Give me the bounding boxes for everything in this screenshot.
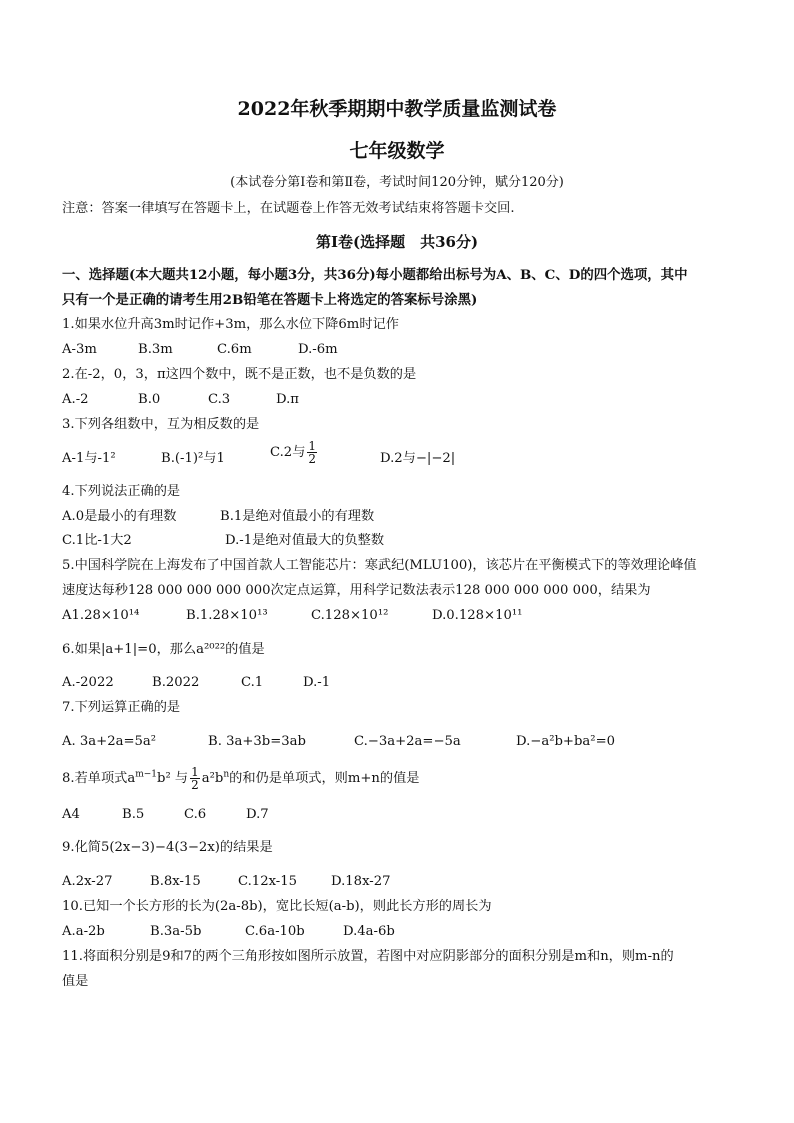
section-title: 第Ⅰ卷(选择题 共36分): [315, 233, 479, 251]
fraction-numerator: 1: [191, 765, 199, 779]
question-8-text-suffix: 的和仍是单项式，则m+n的值是: [229, 771, 420, 786]
exam-title: 2022年秋季期期中教学质量监测试卷: [237, 98, 557, 120]
question-4-text: 4.下列说法正确的是: [62, 484, 181, 499]
question-7-option-b: B. 3a+3b=3ab: [208, 734, 306, 749]
question-8-option-b: B.5: [122, 807, 145, 822]
question-8-text: [62, 766, 419, 791]
exam-subtitle: 七年级数学: [349, 140, 445, 162]
question-10-text: 10.已知一个长方形的长为(2a-8b)，宽比长短(a-b)，则此长方形的周长为: [62, 899, 492, 914]
fraction-numerator: 1: [308, 439, 317, 453]
question-6-option-c: C.1: [241, 675, 264, 690]
question-5-option-a: A1.28×10¹⁴: [62, 608, 140, 623]
section-instruction-line1: 一、选择题(本大题共12小题，每小题3分，共36分)每小题都给出标号为A、B、C、D的四个选项，其中: [62, 267, 688, 283]
question-7-option-d: D.−a²b+ba²=0: [516, 734, 616, 749]
question-8-option-a: A4: [62, 807, 80, 822]
question-8-text-prefix: 8.若单项式a: [62, 771, 136, 786]
question-10-option-a: A.a-2b: [62, 924, 105, 939]
question-8-text-mid2: a²b: [201, 771, 224, 786]
question-7-option-c: C.−3a+2a=−5a: [354, 734, 461, 749]
question-6-option-a: A.-2022: [62, 675, 114, 690]
question-5-option-c: C.128×10¹²: [311, 608, 389, 623]
question-9-option-d: D.18x-27: [331, 874, 391, 889]
question-6-option-b: B.2022: [152, 675, 200, 690]
question-9-option-c: C.12x-15: [238, 874, 298, 889]
question-5-text-line2: 速度达每秒128 000 000 000 000次定点运算，用科学记数法表示128 000 000 000 000，结果为: [62, 583, 651, 598]
question-1-option-c: C.6m: [217, 342, 252, 357]
question-1-option-d: D.-6m: [298, 342, 338, 357]
fraction-denominator: 2: [308, 452, 317, 466]
question-10-option-d: D.4a-6b: [343, 924, 395, 939]
question-7-option-a: A. 3a+2a=5a²: [62, 734, 157, 749]
question-9-option-b: B.8x-15: [150, 874, 201, 889]
question-7-text: 7.下列运算正确的是: [62, 700, 181, 715]
question-1-option-a: A-3m: [62, 342, 97, 357]
section-instruction-line2: 只有一个是正确的请考生用2B铅笔在答题卡上将选定的答案标号涂黑): [62, 292, 478, 308]
question-3-option-d: D.2与−|−2|: [380, 451, 456, 466]
question-11-text-line1: 11.将面积分别是9和7的两个三角形按如图所示放置，若图中对应阴影部分的面积分别是m和n，则m-n的: [62, 949, 674, 964]
exam-notice: 注意：答案一律填写在答题卡上，在试题卷上作答无效考试结束将答题卡交回.: [62, 201, 515, 216]
question-2-option-c: C.3: [208, 392, 231, 407]
question-8-exponent-2: n: [223, 769, 230, 780]
exam-description: (本试卷分第Ⅰ卷和第Ⅱ卷，考试时间120分钟，赋分120分): [230, 175, 564, 190]
question-4-option-c: C.1比-1大2: [62, 533, 132, 548]
question-2-option-b: B.0: [138, 392, 161, 407]
question-5-option-d: D.0.128×10¹¹: [432, 608, 523, 623]
question-3-option-c-label: C.2与: [270, 445, 306, 460]
question-10-option-b: B.3a-5b: [150, 924, 202, 939]
fraction: [190, 766, 200, 791]
question-9-text: 9.化简5(2x−3)−4(3−2x)的结果是: [62, 840, 273, 855]
fraction: [307, 440, 317, 465]
question-4-option-a: A.0是最小的有理数: [62, 509, 177, 524]
question-8-option-c: C.6: [184, 807, 207, 822]
fraction-denominator: 2: [191, 778, 199, 792]
question-5-option-b: B.1.28×10¹³: [186, 608, 268, 623]
question-8-text-mid1: b² 与: [157, 771, 189, 786]
question-5-text-line1: 5.中国科学院在上海发布了中国首款人工智能芯片：寒武纪(MLU100)，该芯片在平衡模式下的等效理论峰值: [62, 558, 697, 573]
question-11-text-line2: 值是: [62, 974, 89, 989]
question-8-exponent-1: m−1: [135, 769, 158, 780]
question-3-option-a: A-1与-1²: [62, 451, 116, 466]
question-4-option-d: D.-1是绝对值最大的负整数: [225, 533, 385, 548]
question-6-option-d: D.-1: [303, 675, 331, 690]
question-10-option-c: C.6a-10b: [245, 924, 305, 939]
question-1-option-b: B.3m: [138, 342, 173, 357]
question-3-text: 3.下列各组数中，互为相反数的是: [62, 417, 260, 432]
question-1-text: 1.如果水位升高3m时记作+3m，那么水位下降6m时记作: [62, 317, 399, 332]
question-8-option-d: D.7: [246, 807, 269, 822]
question-2-option-d: D.π: [276, 392, 299, 407]
question-9-option-a: A.2x-27: [62, 874, 113, 889]
question-3-option-b: B.(-1)²与1: [161, 451, 225, 466]
question-4-option-b: B.1是绝对值最小的有理数: [220, 509, 375, 524]
question-6-text: 6.如果|a+1|=0，那么a²⁰²²的值是: [62, 642, 265, 657]
question-2-text: 2.在-2，0，3，π这四个数中，既不是正数，也不是负数的是: [62, 367, 417, 382]
question-2-option-a: A.-2: [62, 392, 89, 407]
question-3-option-c: [270, 440, 319, 465]
